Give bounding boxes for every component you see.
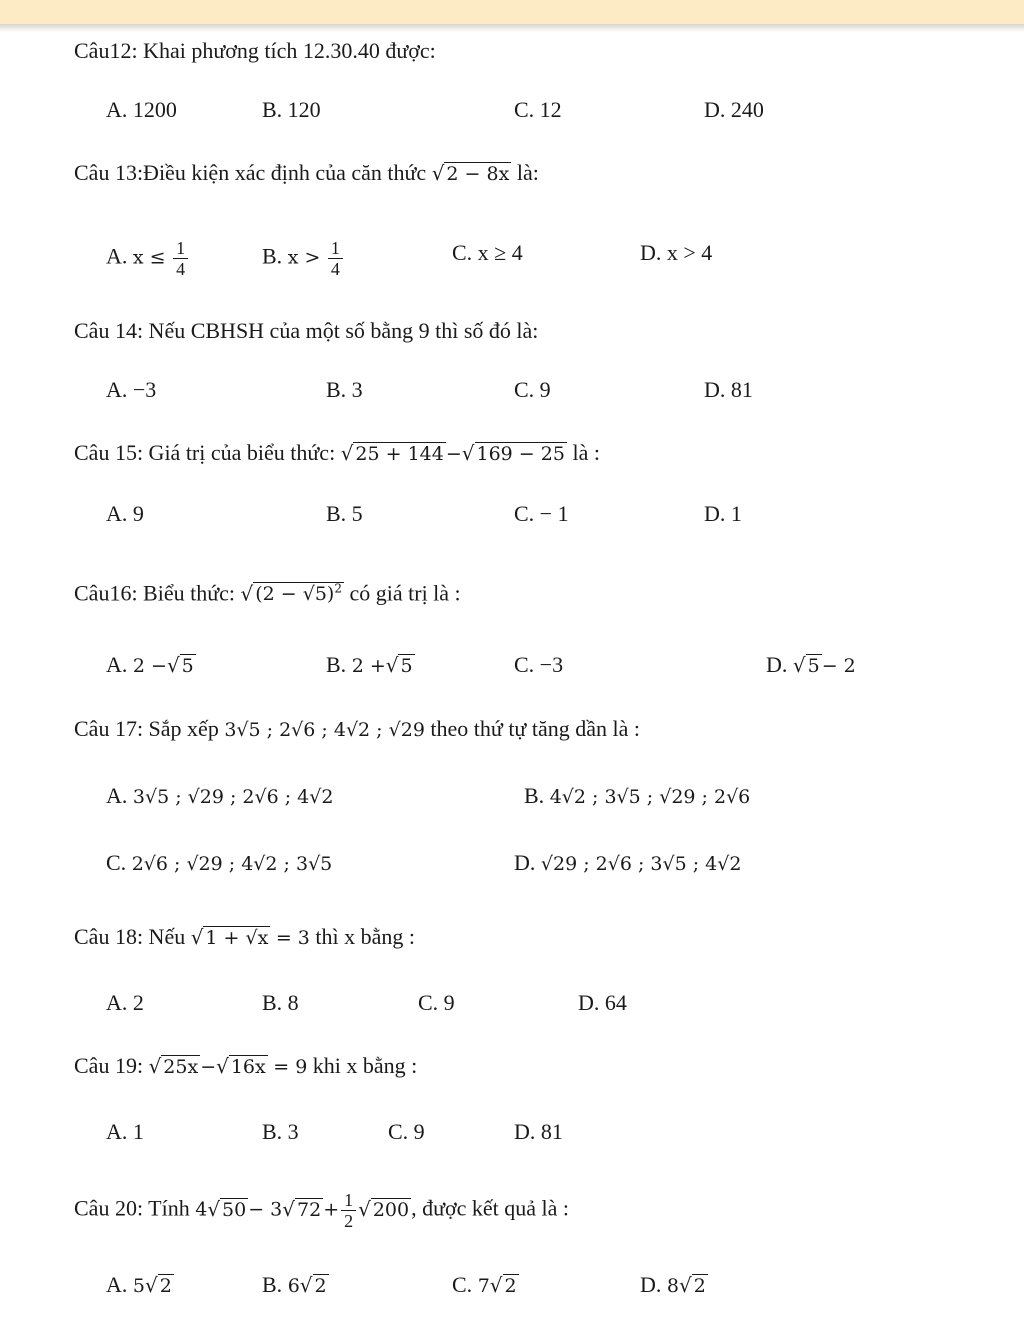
q15-radical-2: √ 169 − 25: [461, 441, 565, 465]
q15-option-a: A. 9: [106, 501, 144, 526]
q15-option-b: B. 5: [326, 501, 363, 526]
q18-option-b: B. 8: [262, 990, 299, 1015]
q13-label: Câu 13:Điều kiện xác định của căn thức: [74, 160, 427, 185]
q18-option-d: D. 64: [578, 990, 627, 1015]
q14-option-b: B. 3: [326, 377, 363, 402]
q20-option-b: B. 6√ 2: [262, 1272, 327, 1297]
q19-option-a: A. 1: [106, 1119, 144, 1144]
q20-option-d: D. 8√ 2: [640, 1272, 706, 1297]
question-17: Câu 17: Sắp xếp 3√5 ; 2√6 ; 4√2 ; √29 theo thứ tự tăng dần là :: [74, 716, 640, 741]
q14-option-c: C. 9: [514, 377, 551, 402]
question-14: Câu 14: Nếu CBHSH của một số bằng 9 thì số đó là:: [74, 318, 539, 343]
q12-option-d: D. 240: [704, 97, 764, 122]
top-shadow: [0, 24, 1024, 32]
q12-option-c: C. 12: [514, 97, 562, 122]
q13-option-a: A. x ≤ $\frac{1}{4}$: [106, 238, 190, 279]
q17-option-c: C. 2√6 ; √29 ; 4√2 ; 3√5: [106, 850, 333, 875]
q17-items: 3√5 ; 2√6 ; 4√2 ; √29: [224, 719, 425, 741]
q14-option-a: A. −3: [106, 377, 157, 402]
question-13: [74, 158, 539, 189]
q18-radical: √ 1 + √x: [190, 925, 269, 949]
top-bar: [0, 0, 1024, 24]
q18-option-a: A. 2: [106, 990, 144, 1015]
q13-label-after: là:: [516, 160, 539, 185]
q17-option-a: A. 3√5 ; √29 ; 2√6 ; 4√2: [106, 783, 334, 808]
q20-option-c: C. 7√ 2: [452, 1272, 517, 1297]
q13-radical: √ 2 − 8x: [431, 161, 510, 185]
q15-option-c: C. − 1: [514, 501, 569, 526]
q16-option-b: B. 2 +√ 5: [326, 652, 413, 677]
q20-option-a: A. 5√ 2: [106, 1272, 172, 1297]
q13-option-d: D. x > 4: [640, 240, 713, 265]
q12-option-a: A. 1200: [106, 97, 177, 122]
q16-option-d: D. √ 5 − 2: [766, 652, 856, 677]
q19-option-c: C. 9: [388, 1119, 425, 1144]
q13-option-c: C. x ≥ 4: [452, 240, 523, 265]
question-15: Câu 15: Giá trị của biểu thức: √ 25 + 144 −√ 169 − 25 là :: [74, 438, 600, 469]
q16-option-a: A. 2 −√ 5: [106, 652, 194, 677]
question-16: Câu16: Biểu thức: √ $(2 - √5)^2$ có giá trị là :: [74, 574, 461, 609]
question-12: Câu12: Khai phương tích 12.30.40 được:: [74, 38, 436, 63]
q15-radical-1: √ 25 + 144: [340, 441, 444, 465]
q18-option-c: C. 9: [418, 990, 455, 1015]
q19-radical-1: √ 25x: [148, 1054, 199, 1078]
question-19: Câu 19: √ 25x −√ 16x = 9 khi x bằng :: [74, 1051, 417, 1082]
question-18: Câu 18: Nếu √ 1 + √x = 3 thì x bằng :: [74, 922, 415, 953]
q17-option-d: D. √29 ; 2√6 ; 3√5 ; 4√2: [514, 850, 742, 875]
q16-radical: √ $(2 - √5)^2$: [240, 581, 342, 606]
q15-option-d: D. 1: [704, 501, 742, 526]
q14-option-d: D. 81: [704, 377, 753, 402]
q17-option-b: B. 4√2 ; 3√5 ; √29 ; 2√6: [524, 783, 751, 808]
q19-option-d: D. 81: [514, 1119, 563, 1144]
q13-option-b: B. x > $\frac{1}{4}$: [262, 238, 345, 279]
q12-option-b: B. 120: [262, 97, 321, 122]
q16-option-c: C. −3: [514, 652, 564, 677]
q19-radical-2: √ 16x: [216, 1054, 266, 1078]
q19-option-b: B. 3: [262, 1119, 299, 1144]
question-20: Câu 20: Tính 4√ 50 − 3√ 72 + $\frac{1}{2}$ √ 200, được kết quả là :: [74, 1190, 570, 1231]
